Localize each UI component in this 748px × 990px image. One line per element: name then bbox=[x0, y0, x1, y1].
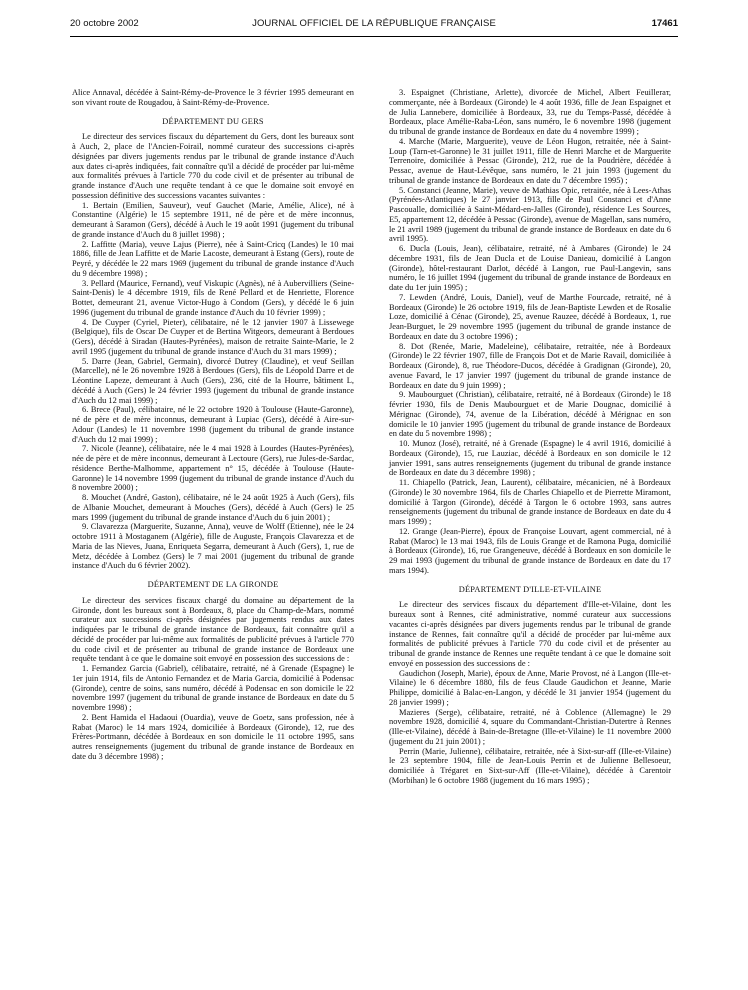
intro-paragraph-ille-et-vilaine: Le directeur des services fiscaux du département d'Ille-et-Vilaine, dont les bureaux sont à Rennes, cité administrative, nommé curateur aux successions vacantes ci-après désignées par divers jugements rendus par le tribunal de grande instance de Rennes, fait connaître qu'il a décidé de procéder par lui-même aux formalités de publicité prévues à l'article 770 du code civil et de présenter au tribunal de grande instance de Rennes une requête tendant à ce que le domaine soit envoyé en possession des successions de : bbox=[389, 600, 671, 668]
header-rule bbox=[70, 36, 678, 37]
list-item: 8. Dot (Renée, Marie, Madeleine), célibataire, retraitée, née à Bordeaux (Gironde) le 22 février 1907, fille de François Dot et de Marie Ravail, domiciliée à Bordeaux (Gironde), 8, rue Théodore-Ducos, décédée à Gradignan (Gironde), 20, avenue Favard, le 17 janvier 1997 (jugement du tribunal de grande instance de Bordeaux en date du 9 juin 1999) ; bbox=[389, 341, 671, 390]
list-item: 2. Laffitte (Maria), veuve Lajus (Pierre), née à Saint-Cricq (Landes) le 10 mai 1886, fille de Jean Laffitte et de Marie Lacoste, demeurant à Estang (Gers), route de Peyré, y décédée le 22 mars 1969 (jugement du tribunal de grande instance d'Auch du 9 décembre 1998) ; bbox=[72, 239, 354, 278]
list-item: 2. Bent Hamida el Hadaoui (Ouardia), veuve de Goetz, sans profession, née à Rabat (Maroc) le 14 mars 1924, domiciliée à Bordeaux (Gironde), 12, rue des Frères-Portmann, décédée à Bordeaux en son domicile le 11 octobre 1995, sans autres renseignements (jugement du tribunal de grande instance de Bordeaux en date du 3 décembre 1998) ; bbox=[72, 712, 354, 761]
header-title: JOURNAL OFFICIEL DE LA RÉPUBLIQUE FRANÇAISE bbox=[252, 18, 496, 29]
page-header bbox=[70, 18, 678, 34]
section-heading-gers: DÉPARTEMENT DU GERS bbox=[162, 116, 264, 126]
continuation-paragraph: Alice Annaval, décédée à Saint-Rémy-de-Provence le 3 février 1995 demeurant en son vivant route de Rougadou, à Saint-Rémy-de-Provence. bbox=[72, 88, 354, 107]
left-column bbox=[72, 88, 354, 762]
list-item: Gaudichon (Joseph, Marie), époux de Anne, Marie Provost, né à Langon (Ille-et-Vilaine) le 6 décembre 1880, fils de feus Claude Gaudichon et Jeanne, Marie Philippe, domicilié à Balac-en-Langon, y décédé le 31 janvier 1954 (jugement du 28 janvier 1999) ; bbox=[389, 668, 671, 707]
intro-paragraph-gers: Le directeur des services fiscaux du département du Gers, dont les bureaux sont à Auch, 2, place de l'Ancien-Foirail, nommé curateur des successions ci-après désignées par divers jugements rendus par le tribunal de grande instance d'Auch aux dates ci-après indiquées, fait connaître qu'il a décidé de procéder par lui-même aux formalités prévues à l'article 770 du code civil et de présenter au tribunal de grande instance d'Auch une requête tendant à ce que le domaine soit envoyé en possession définitive des successions vacantes suivantes : bbox=[72, 132, 354, 200]
list-item: 8. Mouchet (André, Gaston), célibataire, né le 24 août 1925 à Auch (Gers), fils de Albanie Mouchet, demeurant à Mouches (Gers), décédé à Auch (Gers) le 25 mars 1999 (jugement du tribunal de grande instance d'Auch du 6 juin 2001) ; bbox=[72, 493, 354, 522]
header-date: 20 octobre 2002 bbox=[70, 18, 139, 29]
list-item: 7. Nicole (Jeanne), célibataire, née le 4 mai 1928 à Lourdes (Hautes-Pyrénées), née de père et de mère inconnus, demeurant à Lectoure (Gers), rue Jules-de-Sardac, résidence Berthe-Malhomme, appartement n° 15, décédée à Toulouse (Haute-Garonne) le 14 novembre 1999 (jugement du tribunal de grande instance d'Auch du 8 novembre 2000) ; bbox=[72, 444, 354, 493]
list-item: 9. Clavarezza (Marguerite, Suzanne, Anna), veuve de Wolff (Etienne), née le 24 octobre 1911 à Mostaganem (Algérie), fille de Auguste, François Clavarezza et de Maria de las Nieves, Juana, Enriqueta Segarra, demeurant à Auch (Gers), 1, rue de Metz, décédée à Lombez (Gers) le 7 mai 2001 (jugement du tribunal de grande instance d'Auch du 6 février 2002). bbox=[72, 522, 354, 571]
list-item: Perrin (Marie, Julienne), célibataire, retraitée, née à Sixt-sur-aff (Ille-et-Vilaine) le 23 septembre 1904, fille de Jean-Louis Perrin et de Julienne Bellesoeur, domiciliée à Trégaret en Sixt-sur-Aff (Ille-et-Vilaine), décédée à Carentoir (Morbihan) le 6 octobre 1988 (jugement du 16 mars 1995) ; bbox=[389, 746, 671, 785]
list-item: 5. Constanci (Jeanne, Marie), veuve de Mathias Opic, retraitée, née à Lees-Athas (Pyrénées-Atlantiques) le 27 janvier 1913, fille de Paul Constanci et d'Anne Pascoualle, domiciliée à Saint-Médard-en-Jalles (Gironde), résidence Les Sources, E5, appartement 12, décédée à Pessac (Gironde), avenue de Magellan, sans numéro, le 21 avril 1989 (jugement du tribunal de grande instance de Bordeaux en date du 6 avril 1995). bbox=[389, 185, 671, 244]
page-number: 17461 bbox=[651, 18, 678, 29]
list-item: 4. De Cuyper (Cyriel, Pieter), célibataire, né le 12 janvier 1907 à Lissewege (Belgique), fils de Oscar De Cuyper et de Bertina Witgeors, demeurant à Berdoues (Gers), décédé à Siradan (Hautes-Pyrénées), maison de retraite Sainte-Marie, le 2 avril 1995 (jugement du tribunal de grande instance d'Auch du 31 mars 1999) ; bbox=[72, 317, 354, 356]
list-item: Mazieres (Serge), célibataire, retraité, né à Coblence (Allemagne) le 29 novembre 1928, domicilié 4, square du Commandant-Christian-Dutertre à Rennes (Ille-et-Vilaine), décédé à Bain-de-Bretagne (Ille-et-Vilaine) le 11 novembre 2000 (jugement du 21 juin 2001) ; bbox=[389, 707, 671, 746]
section-heading-ille-et-vilaine: DÉPARTEMENT D'ILLE-ET-VILAINE bbox=[458, 584, 602, 594]
list-item: 6. Brece (Paul), célibataire, né le 22 octobre 1920 à Toulouse (Haute-Garonne), né de père et de mère inconnus, demeurant à Lupiac (Gers), décédé à Aire-sur-Adour (Landes) le 11 novembre 1998 (jugement du tribunal de grande instance d'Auch du 12 mai 1999) ; bbox=[72, 405, 354, 444]
list-item: 5. Darre (Jean, Gabriel, Germain), divorcé Dutrey (Claudine), et veuf Seillan (Marcelle), né le 26 novembre 1928 à Berdoues (Gers), fils de Léopold Darre et de Léontine Lapeze, demeurant à Auch (Gers), 236, cité de la Hourre, bâtiment L, décédé à Auch (Gers) le 24 février 1993 (jugement du tribunal de grande instance d'Auch du 12 mai 1999) ; bbox=[72, 356, 354, 405]
list-item: 4. Marche (Marie, Marguerite), veuve de Léon Hugon, retraitée, née à Saint-Loup (Tarn-et-Garonne) le 31 juillet 1911, fille de Henri Marche et de Marguerite Terrenoire, domiciliée à Pessac (Gironde), 212, rue de la Poudrière, décédée à Pessac, avenue de Haut-Lévêque, sans numéro, le 21 juin 1993 (jugement du tribunal de grande instance de Bordeaux en date du 7 décembre 1995) ; bbox=[389, 136, 671, 185]
list-item: 10. Munoz (José), retraité, né à Grenade (Espagne) le 4 avril 1916, domicilié à Bordeaux (Gironde), 15, rue Lauziac, décédé à Bordeaux en son domicile le 12 janvier 1991, sans autres renseignements (jugement du tribunal de grande instance de Bordeaux en date du 3 décembre 1998) ; bbox=[389, 439, 671, 478]
list-item: 3. Pellard (Maurice, Fernand), veuf Viskupic (Agnès), né à Aubervilliers (Seine-Saint-Denis) le 4 décembre 1919, fils de René Pellard et de Henriette, Florence Bottet, demeurant 21, avenue Victor-Hugo à Condom (Gers), y décédé le 6 juin 1996 (jugement du tribunal de grande instance d'Auch du 10 février 1999) ; bbox=[72, 278, 354, 317]
right-column bbox=[389, 88, 671, 786]
list-item: 6. Ducla (Louis, Jean), célibataire, retraité, né à Ambares (Gironde) le 24 décembre 1931, fils de Jean Ducla et de Louise Danieau, domicilié à Langon (Gironde), hôtel-restaurant Darlot, décédé à Langon, rue Paul-Langevin, sans numéro, le 16 juillet 1994 (jugement du tribunal de grande instance de Bordeaux en date du 1er juin 1995) ; bbox=[389, 244, 671, 292]
list-item: 7. Lewden (André, Louis, Daniel), veuf de Marthe Fourcade, retraité, né à Bordeaux (Gironde) le 26 octobre 1919, fils de Jean-Baptiste Lewden et de Rosalie Loze, domicilié à Cénac (Gironde), 25, avenue Rauzee, décédé à Bordeaux, 1, rue Jean-Burguet, le 29 novembre 1995 (jugement du tribunal de grande instance de Bordeaux en date du 3 octobre 1996) ; bbox=[389, 292, 671, 341]
list-item: 9. Maubourguet (Christian), célibataire, retraité, né à Bordeaux (Gironde) le 18 février 1930, fils de Denis Maubourguet et de Marie Dougnac, domicilié à Mérignac (Gironde), 74, avenue de la Libération, décédé à Mérignac en son domicile le 10 janvier 1995 (jugement du tribunal de grande instance de Bordeaux en date du 5 novembre 1998) ; bbox=[389, 390, 671, 439]
list-item: 11. Chiapello (Patrick, Jean, Laurent), célibataire, mécanicien, né à Bordeaux (Gironde) le 30 novembre 1964, fils de Charles Chiapello et de Pierrette Miramont, domicilié à Targon (Gironde), décédé à Targon le 6 octobre 1993, sans autres renseignements (jugement du tribunal de grande instance de Bordeaux en date du 4 mars 1999) ; bbox=[389, 478, 671, 526]
list-item: 3. Espaignet (Christiane, Arlette), divorcée de Michel, Albert Feuilleraт, commerçante, née à Bordeaux (Gironde) le 4 août 1936, fille de Jean Espaignet et de Julia Lannebere, domiciliée à Bordeaux, 33, rue du Temps-Passé, décédée à Bordeaux, place Amélie-Raba-Léon, sans numéro, le 6 novembre 1998 (jugement du tribunal de grande instance de Bordeaux en date du 4 novembre 1999) ; bbox=[389, 88, 671, 136]
list-item: 12. Grange (Jean-Pierre), époux de Françoise Louvart, agent commercial, né à Rabat (Maroc) le 13 mai 1943, fils de Louis Grange et de Ramona Puga, domicilié à Bordeaux (Gironde), 16, rue Grangeneuve, décédé à Bordeaux en son domicile le 29 mai 1993 (jugement du tribunal de grande instance de Bordeaux en date du 17 mars 1994). bbox=[389, 526, 671, 575]
list-item: 1. Bertain (Emilien, Sauveur), veuf Gauchet (Marie, Amélie, Alice), né à Constantine (Algérie) le 15 septembre 1911, né de père et de mère inconnus, demeurant à Saramon (Gers), décédé à Auch le 19 août 1991 (jugement du tribunal de grande instance d'Auch du 8 juillet 1998) ; bbox=[72, 200, 354, 239]
intro-paragraph-gironde: Le directeur des services fiscaux chargé du domaine au département de la Gironde, dont les bureaux sont à Bordeaux, 8, place du Champ-de-Mars, nommé curateur aux successions ci-après désignées par jugements rendus aux dates indiquées par le tribunal de grande instance de Bordeaux, fait connaître qu'il a décidé de procéder par lui-même aux formalités de publicité prévues à l'article 770 du code civil et de présenter au tribunal de grande instance de Bordeaux une requête tendant à ce que le domaine soit envoyé en possession des successions de : bbox=[72, 595, 354, 664]
section-heading-gironde: DÉPARTEMENT DE LA GIRONDE bbox=[147, 580, 279, 589]
list-item: 1. Fernandez Garcia (Gabriel), célibataire, retraité, né à Grenade (Espagne) le 1er juin 1914, fils de Antonio Fernandez et de Maria Garcia, domicilié à Podensac (Gironde), centre de soins, sans numéro, décédé à Podensac en son domicile le 22 novembre 1997 (jugement du tribunal de grande instance de Bordeaux en date du 5 novembre 1998) ; bbox=[72, 664, 354, 712]
